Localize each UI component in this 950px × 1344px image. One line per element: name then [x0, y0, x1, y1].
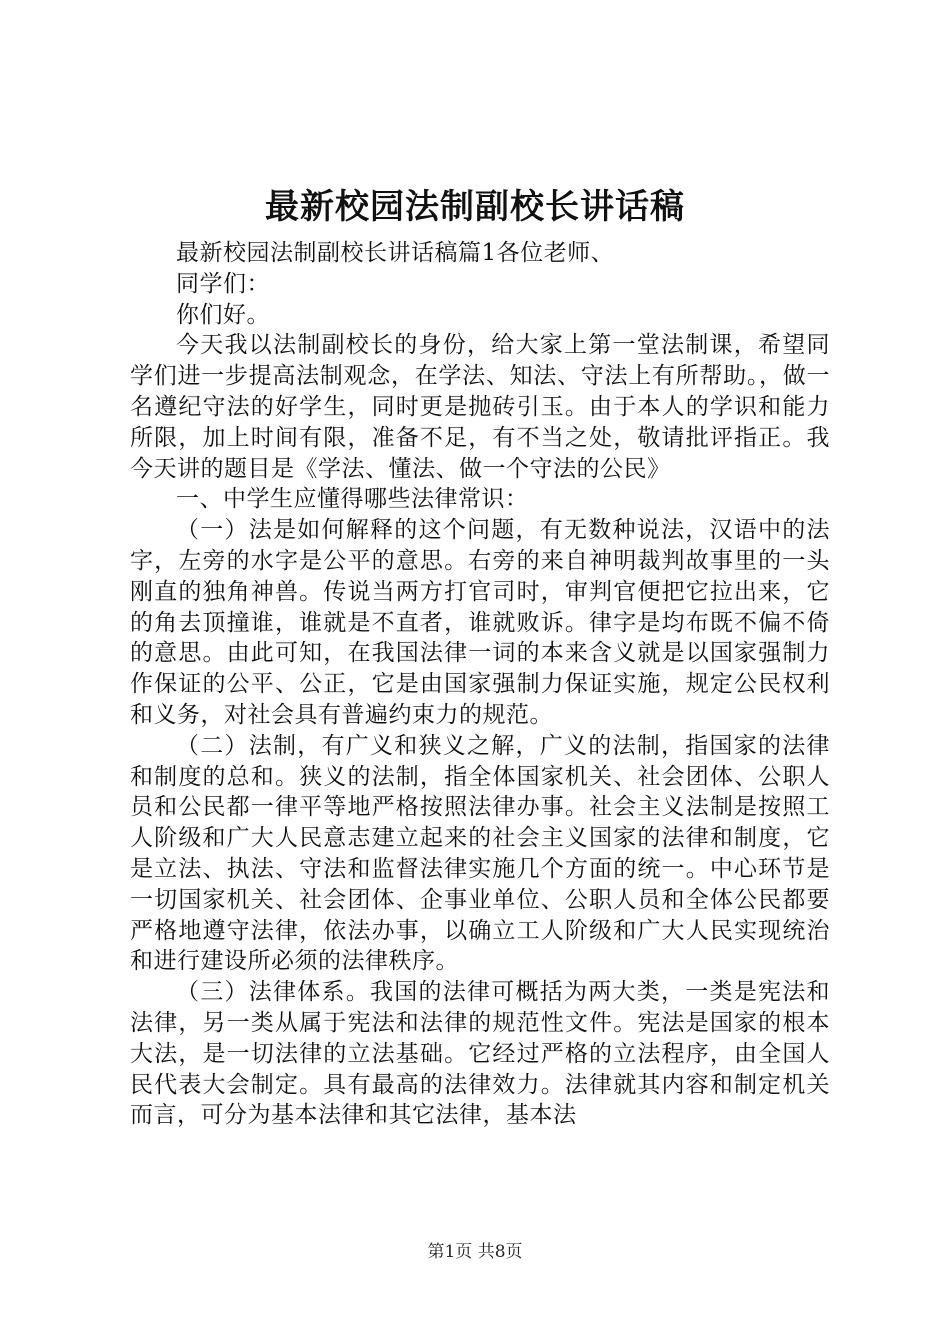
paragraph-greeting: 你们好。 — [176, 301, 270, 328]
paragraph-salutation: 同学们： — [176, 270, 270, 297]
document-body — [130, 238, 830, 1131]
document-title: 最新校园法制副校长讲话稿 — [265, 187, 685, 227]
paragraph-item-1: （一）法是如何解释的这个问题，有无数种说法，汉语中的法字，左旁的水字是公平的意思。右旁的来自神明裁判故事里的一头刚直的独角神兽。传说当两方打官司时，审判官便把它拉出来，它的角去顶撞谁，谁就是不直者，谁就败诉。律字是均布既不偏不倚的意思。由此可知，在我国法律一词的本来含义就是以国家强制力作保证的公平、公正，它是由国家强制力保证实施，规定公民权利和义务，对社会具有普遍约束力的规范。 — [130, 517, 830, 728]
paragraph-intro: 今天我以法制副校长的身份，给大家上第一堂法制课，希望同学们进一步提高法制观念，在学法、知法、守法上有所帮助。，做一名遵纪守法的好学生，同时更是抛砖引玉。由于本人的学识和能力所限，加上时间有限，准备不足，有不当之处，敬请批评指正。我今天讲的题目是《学法、懂法、做一个守法的公民》 — [130, 332, 830, 482]
paragraph-item-3: （三）法律体系。我国的法律可概括为两大类，一类是宪法和法律，另一类从属于宪法和法律的规范性文件。宪法是国家的根本大法，是一切法律的立法基础。它经过严格的立法程序，由全国人民代表大会制定。具有最高的法律效力。法律就其内容和制定机关而言，可分为基本法律和其它法律，基本法 — [130, 979, 830, 1129]
paragraph-heading-line: 最新校园法制副校长讲话稿篇1各位老师、 — [176, 240, 615, 266]
paragraph-section-heading: 一、中学生应懂得哪些法律常识： — [176, 486, 529, 513]
paragraph-item-2: （二）法制，有广义和狭义之解，广义的法制，指国家的法律和制度的总和。狭义的法制，指全体国家机关、社会团体、公职人员和公民都一律平等地严格按照法律办事。社会主义法制是按照工人阶级和广大人民意志建立起来的社会主义国家的法律和制度，它是立法、执法、守法和监督法律实施几个方面的统一。中心环节是一切国家机关、社会团体、企事业单位、公职人员和全体公民都要严格地遵守法律，依法办事，以确立工人阶级和广大人民实现统治和进行建设所必须的法律秩序。 — [130, 732, 830, 975]
page-number-footer: 第1页 共8页 — [427, 1242, 523, 1262]
